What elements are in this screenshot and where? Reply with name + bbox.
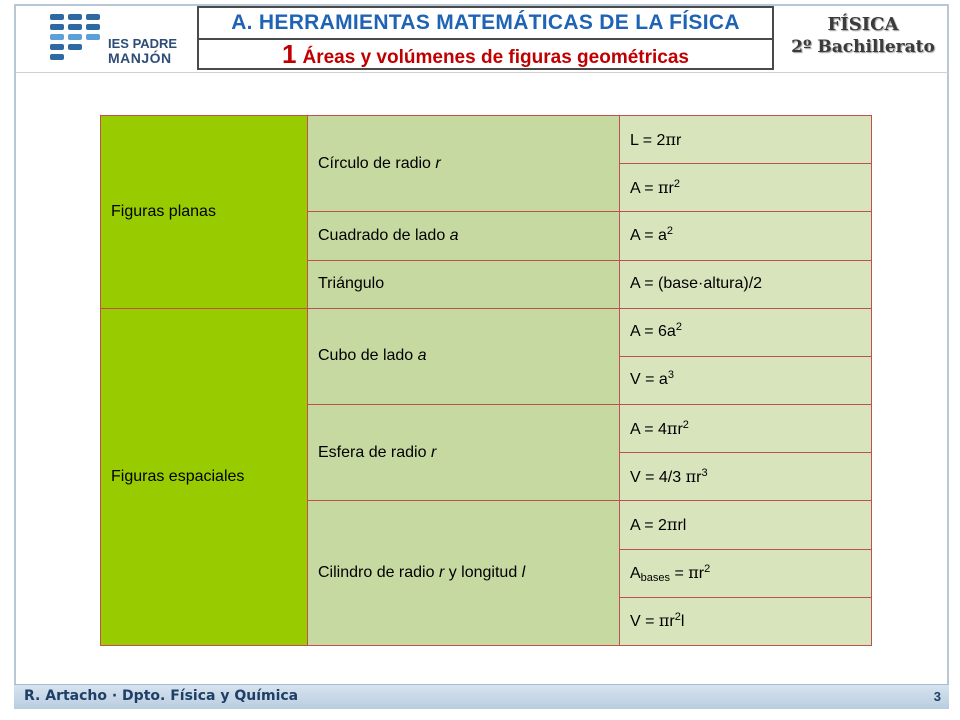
title-box bbox=[197, 6, 774, 70]
formula-text: V = a bbox=[630, 371, 668, 389]
formula-text: A = a bbox=[630, 226, 667, 244]
figure-cylinder-text: y longitud bbox=[444, 564, 522, 582]
pi-symbol: π bbox=[658, 611, 670, 631]
formula-text: r bbox=[669, 613, 675, 631]
table-row bbox=[101, 308, 872, 356]
formula-text: r bbox=[668, 179, 674, 197]
figure-cube bbox=[308, 308, 620, 404]
header-divider bbox=[16, 72, 948, 73]
formula-text: r bbox=[696, 468, 702, 486]
footer-author: R. Artacho · Dpto. Física y Química bbox=[24, 688, 299, 704]
formula-cube-volume bbox=[620, 356, 872, 404]
section-number: 1 bbox=[282, 39, 297, 69]
exponent: 2 bbox=[675, 321, 682, 334]
figure-triangle: Triángulo bbox=[308, 260, 620, 308]
table-row bbox=[101, 116, 872, 164]
formula-circle-length bbox=[620, 116, 872, 164]
figure-square bbox=[308, 212, 620, 260]
exponent: 3 bbox=[667, 369, 674, 382]
figure-square-var: a bbox=[449, 226, 459, 244]
formula-cylinder-area bbox=[620, 501, 872, 549]
pi-symbol: π bbox=[658, 177, 669, 197]
formula-cube-area bbox=[620, 308, 872, 356]
formula-text: V = bbox=[630, 613, 659, 631]
formula-text: V = 4/3 bbox=[630, 468, 686, 486]
formula-text: r bbox=[698, 565, 705, 583]
figure-cylinder-var: r bbox=[438, 564, 445, 582]
formula-text: = bbox=[670, 565, 689, 583]
formulas-table bbox=[100, 115, 872, 646]
logo-grid-icon bbox=[50, 14, 102, 60]
section-title bbox=[199, 40, 772, 68]
formula-text: A = 4 bbox=[630, 420, 667, 438]
logo-text-line1: IES PADRE bbox=[108, 36, 178, 51]
formula-text: L = 2 bbox=[630, 131, 666, 149]
figure-sphere-var: r bbox=[430, 443, 437, 461]
subscript: bases bbox=[640, 572, 671, 585]
figure-cube-var: a bbox=[417, 347, 427, 365]
formula-text: A bbox=[630, 565, 641, 583]
unit-title: A. HERRAMIENTAS MATEMÁTICAS DE LA FÍSICA bbox=[199, 8, 772, 40]
formula-text: A = 6a bbox=[630, 323, 676, 341]
formula-text: r bbox=[677, 420, 683, 438]
exponent: 3 bbox=[701, 466, 708, 479]
formula-text: A = 2 bbox=[630, 516, 667, 534]
formula-text: r bbox=[675, 131, 682, 149]
category-spatial: Figuras espaciales bbox=[101, 308, 308, 645]
figure-cylinder bbox=[308, 501, 620, 646]
formula-triangle-area: A = (base·altura)/2 bbox=[620, 260, 872, 308]
footer-bar bbox=[14, 684, 949, 709]
figure-circle-text: Círculo de radio bbox=[318, 154, 436, 172]
subject-course: 2º Bachillerato bbox=[791, 37, 935, 57]
figure-square-text: Cuadrado de lado bbox=[318, 226, 450, 244]
exponent: 2 bbox=[704, 563, 711, 576]
formula-text: rl bbox=[677, 516, 687, 534]
school-logo bbox=[38, 8, 188, 66]
page-number: 3 bbox=[933, 689, 941, 704]
figure-sphere-text: Esfera de radio bbox=[318, 443, 431, 461]
pi-symbol: π bbox=[665, 129, 676, 149]
pi-symbol: π bbox=[688, 563, 699, 583]
figure-cube-text: Cubo de lado bbox=[318, 347, 418, 365]
formula-cylinder-bases bbox=[620, 549, 872, 597]
pi-symbol: π bbox=[666, 418, 678, 438]
pi-symbol: π bbox=[666, 514, 678, 534]
figure-circle bbox=[308, 116, 620, 212]
formula-text: l bbox=[680, 613, 685, 631]
pi-symbol: π bbox=[685, 466, 697, 486]
formula-sphere-volume bbox=[620, 453, 872, 501]
formula-text: A = bbox=[630, 179, 659, 197]
section-title-text: Áreas y volúmenes de figuras geométricas bbox=[302, 47, 689, 68]
figure-circle-var: r bbox=[435, 154, 441, 172]
formula-square-area bbox=[620, 212, 872, 260]
formula-circle-area bbox=[620, 164, 872, 212]
exponent: 2 bbox=[682, 418, 689, 431]
subject-label bbox=[778, 6, 948, 70]
exponent: 2 bbox=[673, 177, 680, 190]
exponent: 2 bbox=[666, 224, 674, 237]
formula-sphere-area bbox=[620, 405, 872, 453]
subject-name: FÍSICA bbox=[827, 14, 899, 35]
logo-text-line2: MANJÓN bbox=[108, 50, 172, 66]
exponent: 2 bbox=[674, 611, 681, 624]
category-plane: Figuras planas bbox=[101, 116, 308, 309]
figure-cylinder-var: l bbox=[521, 564, 526, 582]
figure-sphere bbox=[308, 405, 620, 501]
figure-cylinder-text: Cilindro de radio bbox=[318, 564, 439, 582]
formula-cylinder-volume bbox=[620, 597, 872, 645]
